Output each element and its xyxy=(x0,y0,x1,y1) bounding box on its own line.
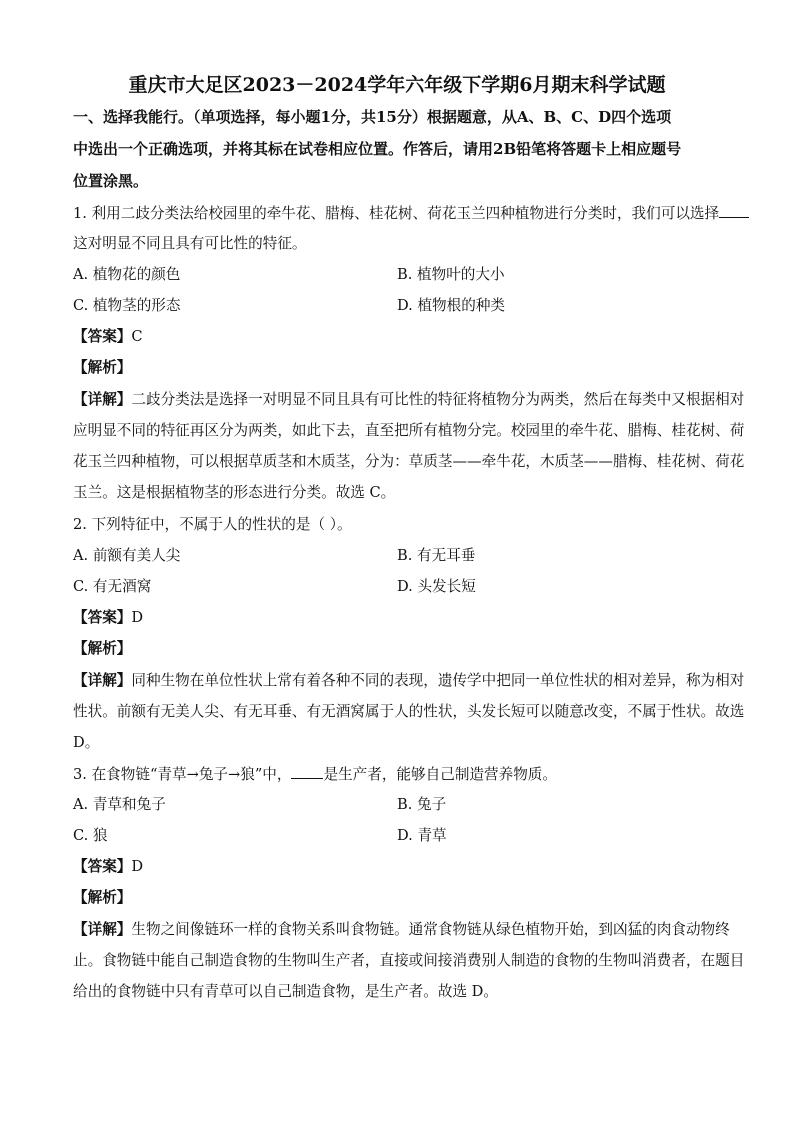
q2-detail-line-2: 性状。前额有无美人尖、有无耳垂、有无酒窝属于人的性状，头发长短可以随意改变，不属于性状。故选 xyxy=(73,703,745,720)
q1-stem-text: 1. 利用二歧分类法给校园里的牵牛花、腊梅、桂花树、荷花玉兰四种植物进行分类时，我们可以选择 xyxy=(73,205,720,222)
q1-detail-line-3: 花玉兰四种植物，可以根据草质茎和木质茎，分为：草质茎——牵牛花，木质茎——腊梅、桂花树、荷花 xyxy=(73,453,745,470)
q1-stem-line-2: 这对明显不同且具有可比性的特征。 xyxy=(73,235,307,252)
q1-detail-line-1 xyxy=(73,390,744,410)
q1-detail-line-2: 应明显不同的特征再区分为两类，如此下去，直至把所有植物分完。校园里的牵牛花、腊梅、桂花树、荷 xyxy=(73,422,745,439)
q2-detail-line-3: D。 xyxy=(73,734,100,751)
q1-analysis-tag: 【解析】 xyxy=(73,359,132,376)
q3-option-c: C. 狼 xyxy=(73,827,108,844)
q1-answer-tag: 【答案】 xyxy=(73,328,132,345)
q2-answer-tag: 【答案】 xyxy=(73,609,132,626)
q1-answer-value: C xyxy=(131,328,143,345)
q1-answer xyxy=(73,327,143,347)
q1-detail-text-1: 二歧分类法是选择一对明显不同且具有可比性的特征将植物分为两类，然后在每类中又根据相对 xyxy=(131,391,745,408)
q2-stem-line-1: 2. 下列特征中，不属于人的性状的是（ ）。 xyxy=(73,516,352,533)
page-title: 重庆市大足区2023－2024学年六年级下学期6月期末科学试题 xyxy=(128,74,666,96)
q1-stem-line-1 xyxy=(73,203,749,224)
q3-detail-text-1: 生物之间像链环一样的食物关系叫食物链。通常食物链从绿色植物开始，到凶猛的肉食动物终 xyxy=(131,921,730,938)
q3-stem-pre: 3. 在食物链“青草→兔子→狼”中， xyxy=(73,766,292,783)
section-instruction-line-1: 一、选择我能行。（单项选择，每小题1分，共15分）根据题意，从A、B、C、D四个选项 xyxy=(73,108,672,126)
q3-stem-post: 是生产者，能够自己制造营养物质。 xyxy=(323,766,557,783)
q3-option-a: A. 青草和兔子 xyxy=(73,796,166,813)
q3-analysis-tag: 【解析】 xyxy=(73,889,132,906)
q3-answer-blank xyxy=(291,764,323,779)
q3-detail-line-3: 给出的食物链中只有青草可以自己制造食物，是生产者。故选 D。 xyxy=(73,983,498,1000)
q3-option-b: B. 兔子 xyxy=(397,796,447,813)
q1-option-d: D. 植物根的种类 xyxy=(397,297,506,314)
q3-stem-line-1 xyxy=(73,764,557,785)
q3-answer-tag: 【答案】 xyxy=(73,858,132,875)
q2-answer xyxy=(73,608,143,628)
q1-detail-tag: 【详解】 xyxy=(73,391,132,408)
q2-analysis-tag: 【解析】 xyxy=(73,640,132,657)
q3-detail-line-1 xyxy=(73,920,730,940)
q3-answer-value: D xyxy=(131,858,144,875)
section-instruction-line-2: 中选出一个正确选项，并将其标在试卷相应位置。作答后，请用2B铅笔将答题卡上相应题号 xyxy=(73,140,682,158)
q2-option-d: D. 头发长短 xyxy=(397,578,476,595)
q2-detail-text-1: 同种生物在单位性状上常有着各种不同的表现，遗传学中把同一单位性状的相对差异，称为相对 xyxy=(131,672,745,689)
q3-option-d: D. 青草 xyxy=(397,827,447,844)
section-instruction-line-3: 位置涂黑。 xyxy=(73,172,149,190)
q3-detail-line-2: 止。食物链中能自己制造食物的生物叫生产者，直接或间接消费别人制造的食物的生物叫消费者，在题目 xyxy=(73,952,745,969)
q2-detail-tag: 【详解】 xyxy=(73,672,132,689)
q1-option-c: C. 植物茎的形态 xyxy=(73,297,181,314)
q1-option-b: B. 植物叶的大小 xyxy=(397,266,505,283)
q2-option-a: A. 前额有美人尖 xyxy=(73,547,181,564)
q1-detail-line-4: 玉兰。这是根据植物茎的形态进行分类。故选 C。 xyxy=(73,484,396,501)
q2-option-c: C. 有无酒窝 xyxy=(73,578,152,595)
q2-detail-line-1 xyxy=(73,671,744,691)
q2-answer-value: D xyxy=(131,609,144,626)
q3-detail-tag: 【详解】 xyxy=(73,921,132,938)
q1-option-a: A. 植物花的颜色 xyxy=(73,266,181,283)
q3-answer xyxy=(73,857,143,877)
q2-option-b: B. 有无耳垂 xyxy=(397,547,476,564)
q1-answer-blank xyxy=(719,203,749,218)
